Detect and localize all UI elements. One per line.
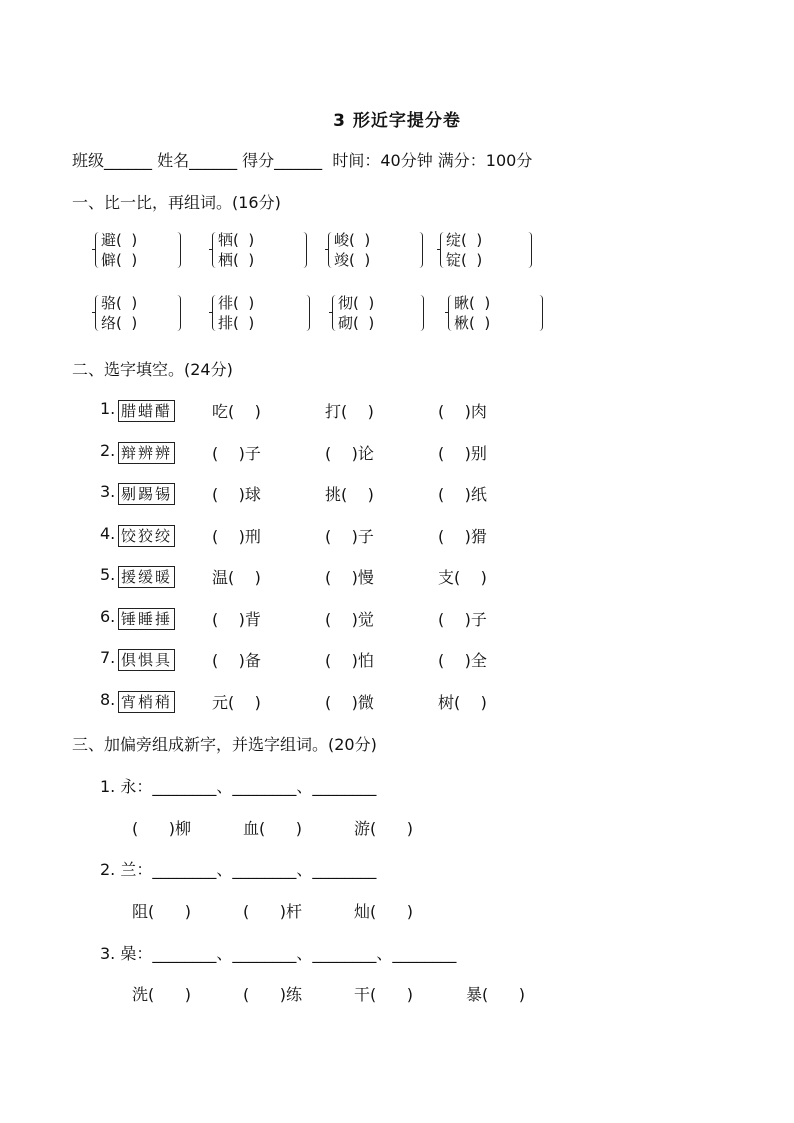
compare-word: 避( ) [101, 231, 138, 249]
fill-blank[interactable]: ( )纸 [438, 485, 487, 504]
left-brace [212, 295, 216, 331]
word-blank[interactable]: 阻( ) [132, 902, 192, 921]
compare-word: 锭( ) [446, 251, 483, 269]
fill-blank[interactable]: 树( ) [438, 693, 487, 712]
word-blank[interactable]: 灿( ) [354, 902, 414, 921]
candidate-chars-box: 饺狡绞 [118, 525, 175, 547]
row-number: 6. [100, 607, 116, 626]
fill-blank[interactable]: ( )子 [325, 527, 374, 546]
fill-blank[interactable]: ( )论 [325, 444, 374, 463]
compare-word: 徘( ) [218, 294, 255, 312]
word-blank[interactable]: 游( ) [354, 819, 414, 838]
fill-blank[interactable]: ( )猾 [438, 527, 487, 546]
fill-blank[interactable]: ( )子 [438, 610, 487, 629]
right-brace [303, 232, 307, 268]
compare-group [332, 293, 432, 333]
right-brace [419, 232, 423, 268]
compare-word: 绽( ) [446, 231, 483, 249]
fill-blank[interactable]: 支( ) [438, 568, 487, 587]
candidate-chars-box: 援缓暖 [118, 566, 175, 588]
word-blank[interactable]: 干( ) [354, 985, 414, 1004]
section2-title: 二、选字填空。(24分) [72, 360, 233, 379]
word-blank[interactable]: ( )柳 [132, 819, 192, 838]
right-brace [177, 295, 181, 331]
right-brace [420, 295, 424, 331]
right-brace [528, 232, 532, 268]
compare-group [95, 230, 195, 270]
compare-group [440, 230, 540, 270]
compare-word: 峻( ) [334, 231, 371, 249]
fill-row [100, 565, 487, 589]
radical-question[interactable]: 1. 永：________、________、________ [100, 777, 377, 796]
fill-blank[interactable]: ( )怕 [325, 651, 374, 670]
right-brace [539, 295, 543, 331]
left-brace [212, 232, 216, 268]
fill-row [100, 441, 487, 465]
candidate-chars-box: 锤睡捶 [118, 608, 175, 630]
section3-title: 三、加偏旁组成新字，并选字组词。(20分) [72, 735, 377, 754]
compare-word: 排( ) [218, 314, 255, 332]
left-brace [332, 295, 336, 331]
fill-blank[interactable]: 元( ) [212, 693, 261, 712]
compare-group [448, 293, 548, 333]
compare-group [212, 230, 312, 270]
compare-word: 栖( ) [218, 251, 255, 269]
word-blank[interactable]: 洗( ) [132, 985, 192, 1004]
fill-blank[interactable]: ( )肉 [438, 402, 487, 421]
compare-word: 彻( ) [338, 294, 375, 312]
fill-blank[interactable]: ( )刑 [212, 527, 261, 546]
fill-row [100, 648, 487, 672]
fill-blank[interactable]: 打( ) [325, 402, 374, 421]
fill-row [100, 690, 487, 714]
candidate-chars-box: 腊蜡醋 [118, 400, 175, 422]
row-number: 2. [100, 441, 116, 460]
fill-row [100, 482, 487, 506]
right-brace [177, 232, 181, 268]
compare-group [95, 293, 195, 333]
candidate-chars-box: 宵梢稍 [118, 691, 175, 713]
compare-word: 僻( ) [101, 251, 138, 269]
fill-blank[interactable]: ( )微 [325, 693, 374, 712]
fill-blank[interactable]: ( )球 [212, 485, 261, 504]
row-number: 4. [100, 524, 116, 543]
candidate-chars-box: 剔踢锡 [118, 483, 175, 505]
word-blank[interactable]: ( )杆 [243, 902, 303, 921]
page-title: 3 形近字提分卷 [333, 111, 461, 131]
left-brace [328, 232, 332, 268]
radical-question[interactable]: 2. 兰：________、________、________ [100, 860, 377, 879]
fill-row [100, 524, 487, 548]
word-blank[interactable]: 血( ) [243, 819, 303, 838]
row-number: 1. [100, 399, 116, 418]
student-info-line: 班级______ 姓名______ 得分______ 时间：40分钟 满分：100分 [72, 151, 533, 170]
left-brace [448, 295, 452, 331]
left-brace [95, 295, 99, 331]
fill-blank[interactable]: 挑( ) [325, 485, 374, 504]
fill-blank[interactable]: ( )觉 [325, 610, 374, 629]
compare-group [212, 293, 312, 333]
section1-title: 一、比一比，再组词。(16分) [72, 193, 281, 212]
word-blank[interactable]: 暴( ) [466, 985, 526, 1004]
right-brace [306, 295, 310, 331]
fill-blank[interactable]: 温( ) [212, 568, 261, 587]
row-number: 8. [100, 690, 116, 709]
compare-word: 瞅( ) [454, 294, 491, 312]
compare-word: 楸( ) [454, 314, 491, 332]
row-number: 3. [100, 482, 116, 501]
fill-blank[interactable]: ( )备 [212, 651, 261, 670]
fill-blank[interactable]: ( )背 [212, 610, 261, 629]
fill-row [100, 607, 487, 631]
row-number: 5. [100, 565, 116, 584]
fill-blank[interactable]: 吃( ) [212, 402, 261, 421]
compare-word: 络( ) [101, 314, 138, 332]
word-blank[interactable]: ( )练 [243, 985, 303, 1004]
fill-row [100, 399, 487, 423]
candidate-chars-box: 辩辨辨 [118, 442, 175, 464]
compare-word: 竣( ) [334, 251, 371, 269]
compare-word: 牺( ) [218, 231, 255, 249]
fill-blank[interactable]: ( )慢 [325, 568, 374, 587]
row-number: 7. [100, 648, 116, 667]
compare-group [328, 230, 428, 270]
fill-blank[interactable]: ( )别 [438, 444, 487, 463]
compare-word: 砌( ) [338, 314, 375, 332]
left-brace [95, 232, 99, 268]
fill-blank[interactable]: ( )全 [438, 651, 487, 670]
radical-question[interactable]: 3. 喿：________、________、________、________ [100, 944, 457, 963]
left-brace [440, 232, 444, 268]
compare-word: 骆( ) [101, 294, 138, 312]
fill-blank[interactable]: ( )子 [212, 444, 261, 463]
candidate-chars-box: 俱惧具 [118, 649, 175, 671]
